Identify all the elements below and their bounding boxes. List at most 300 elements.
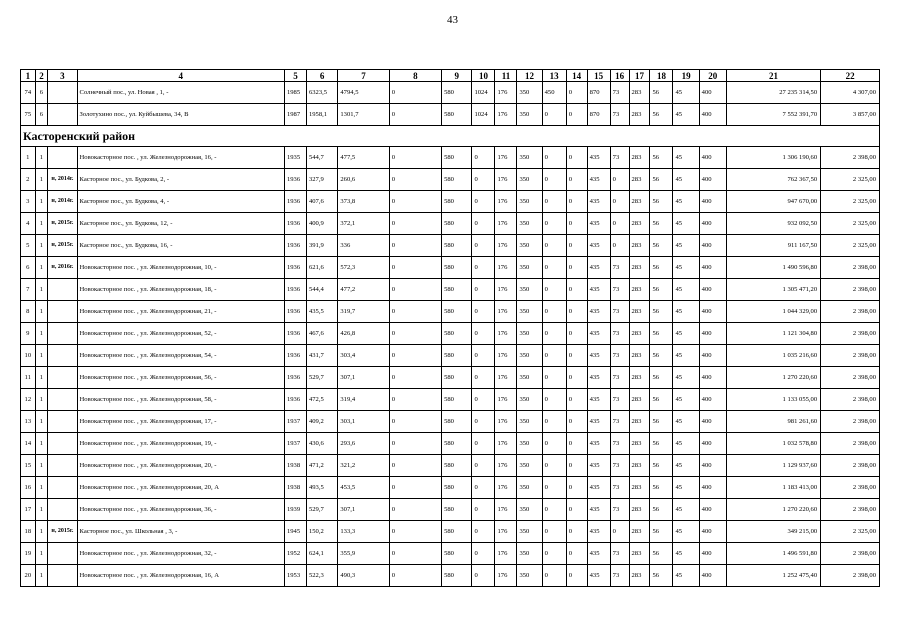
table-cell: 0: [472, 477, 495, 499]
address-cell: Касторное пос., ул. Будкова, 12, -: [77, 213, 284, 235]
table-cell: 56: [650, 257, 673, 279]
table-cell: 14: [21, 433, 36, 455]
table-cell: 260,6: [338, 169, 389, 191]
table-cell: 73: [610, 301, 629, 323]
column-header: 10: [472, 70, 495, 82]
table-cell: 283: [629, 455, 650, 477]
table-cell: 45: [673, 169, 699, 191]
table-cell: 0: [542, 235, 566, 257]
table-cell: 45: [673, 345, 699, 367]
note-cell: [48, 345, 77, 367]
table-cell: 435: [587, 213, 610, 235]
note-cell: н, 2015г.: [48, 213, 77, 235]
table-cell: 0: [542, 169, 566, 191]
table-cell: 350: [517, 301, 542, 323]
table-cell: 580: [442, 499, 472, 521]
table-cell: 0: [389, 367, 441, 389]
table-cell: 0: [472, 191, 495, 213]
table-cell: 624,1: [306, 543, 337, 565]
table-cell: 73: [610, 345, 629, 367]
address-cell: Касторное пос., ул. Школьная , 3, -: [77, 521, 284, 543]
table-cell: 911 167,50: [726, 235, 820, 257]
table-cell: 319,7: [338, 301, 389, 323]
table-cell: 1936: [284, 301, 306, 323]
table-cell: 477,2: [338, 279, 389, 301]
table-cell: 0: [542, 521, 566, 543]
table-cell: 283: [629, 477, 650, 499]
table-cell: 400: [699, 191, 726, 213]
table-cell: 0: [542, 213, 566, 235]
table-cell: 391,9: [306, 235, 337, 257]
table-cell: 11: [21, 367, 36, 389]
table-cell: 2 398,00: [821, 257, 880, 279]
table-cell: 0: [472, 455, 495, 477]
table-cell: 56: [650, 389, 673, 411]
table-cell: 0: [566, 169, 587, 191]
table-cell: 283: [629, 257, 650, 279]
table-cell: 45: [673, 389, 699, 411]
table-cell: 2 398,00: [821, 477, 880, 499]
table-cell: 18: [21, 521, 36, 543]
table-cell: 1: [35, 477, 48, 499]
table-cell: 0: [566, 213, 587, 235]
table-cell: 0: [389, 147, 441, 169]
table-cell: 0: [566, 345, 587, 367]
table-cell: 176: [495, 235, 517, 257]
table-cell: 0: [566, 455, 587, 477]
table-cell: 350: [517, 433, 542, 455]
table-cell: 176: [495, 565, 517, 587]
table-row: [21, 323, 880, 345]
note-cell: [48, 455, 77, 477]
table-row: [21, 565, 880, 587]
table-cell: 2 398,00: [821, 279, 880, 301]
table-cell: 0: [389, 433, 441, 455]
table-cell: 303,1: [338, 411, 389, 433]
table-cell: 283: [629, 104, 650, 126]
table-cell: 27 235 314,50: [726, 82, 820, 104]
table-row: [21, 169, 880, 191]
table-cell: 56: [650, 367, 673, 389]
table-cell: 1 252 475,40: [726, 565, 820, 587]
address-cell: Новокасторное пос. , ул. Железнодорожная, 54, -: [77, 345, 284, 367]
table-cell: 176: [495, 104, 517, 126]
table-cell: 1 305 471,20: [726, 279, 820, 301]
table-cell: 1958,1: [306, 104, 337, 126]
table-cell: 0: [389, 411, 441, 433]
table-cell: 426,8: [338, 323, 389, 345]
table-cell: 1936: [284, 191, 306, 213]
table-cell: 477,5: [338, 147, 389, 169]
table-cell: 0: [566, 477, 587, 499]
table-row: [21, 235, 880, 257]
table-row: [21, 345, 880, 367]
table-cell: 0: [389, 301, 441, 323]
table-cell: 572,3: [338, 257, 389, 279]
table-cell: 2 398,00: [821, 147, 880, 169]
table-cell: 435: [587, 455, 610, 477]
table-cell: 283: [629, 565, 650, 587]
table-cell: 336: [338, 235, 389, 257]
table-cell: 580: [442, 565, 472, 587]
table-cell: 580: [442, 455, 472, 477]
table-cell: 56: [650, 411, 673, 433]
table-cell: 321,2: [338, 455, 389, 477]
table-cell: 1936: [284, 235, 306, 257]
page-number: 43: [447, 14, 458, 26]
table-cell: 580: [442, 257, 472, 279]
address-cell: Новокасторное пос. , ул. Железнодорожная, 16, А: [77, 565, 284, 587]
table-cell: 73: [610, 147, 629, 169]
table-cell: 400: [699, 147, 726, 169]
column-header: 17: [629, 70, 650, 82]
table-cell: 1: [35, 411, 48, 433]
table-cell: 2 398,00: [821, 433, 880, 455]
table-cell: 947 670,00: [726, 191, 820, 213]
table-cell: 1936: [284, 389, 306, 411]
table-cell: 45: [673, 499, 699, 521]
table-cell: 283: [629, 301, 650, 323]
table-cell: 176: [495, 477, 517, 499]
table-cell: 544,7: [306, 147, 337, 169]
table-cell: 20: [21, 565, 36, 587]
note-cell: [48, 499, 77, 521]
address-cell: Новокасторное пос. , ул. Железнодорожная, 32, -: [77, 543, 284, 565]
table-cell: 56: [650, 323, 673, 345]
table-cell: 0: [566, 147, 587, 169]
table-cell: 544,4: [306, 279, 337, 301]
table-cell: 45: [673, 147, 699, 169]
table-cell: 1: [35, 323, 48, 345]
table-cell: 283: [629, 367, 650, 389]
table-cell: 1 121 304,80: [726, 323, 820, 345]
table-cell: 45: [673, 301, 699, 323]
table-cell: 73: [610, 367, 629, 389]
table-cell: 176: [495, 499, 517, 521]
table-cell: 621,6: [306, 257, 337, 279]
table-cell: 2 398,00: [821, 565, 880, 587]
table-cell: 350: [517, 499, 542, 521]
table-cell: 400: [699, 521, 726, 543]
table-cell: 580: [442, 279, 472, 301]
table-cell: 74: [21, 82, 36, 104]
note-cell: [48, 301, 77, 323]
column-header: 11: [495, 70, 517, 82]
table-cell: 350: [517, 521, 542, 543]
table-cell: 45: [673, 279, 699, 301]
table-cell: 4794,5: [338, 82, 389, 104]
table-cell: 0: [542, 301, 566, 323]
table-cell: 400: [699, 367, 726, 389]
address-cell: Новокасторное пос. , ул. Железнодорожная, 20, -: [77, 455, 284, 477]
table-cell: 0: [542, 323, 566, 345]
table-cell: 176: [495, 433, 517, 455]
table-cell: 580: [442, 169, 472, 191]
address-cell: Касторное пос., ул. Будкова, 4, -: [77, 191, 284, 213]
table-cell: 467,6: [306, 323, 337, 345]
address-cell: Новокасторное пос. , ул. Железнодорожная, 10, -: [77, 257, 284, 279]
table-row: [21, 477, 880, 499]
table-cell: 2 325,00: [821, 213, 880, 235]
table-cell: 73: [610, 543, 629, 565]
table-cell: 176: [495, 301, 517, 323]
table-cell: 1952: [284, 543, 306, 565]
table-cell: 2 398,00: [821, 301, 880, 323]
table-cell: 580: [442, 367, 472, 389]
column-header: 12: [517, 70, 542, 82]
address-cell: Новокасторное пос. , ул. Железнодорожная, 16, -: [77, 147, 284, 169]
address-cell: Новокасторное пос. , ул. Железнодорожная, 18, -: [77, 279, 284, 301]
table-cell: 1937: [284, 433, 306, 455]
table-cell: 350: [517, 345, 542, 367]
table-cell: 3: [21, 191, 36, 213]
address-cell: Касторное пос., ул. Будкова, 2, -: [77, 169, 284, 191]
table-cell: 2 398,00: [821, 499, 880, 521]
table-cell: 522,3: [306, 565, 337, 587]
table-cell: 350: [517, 235, 542, 257]
address-cell: Новокасторное пос. , ул. Железнодорожная, 58, -: [77, 389, 284, 411]
table-cell: 0: [566, 521, 587, 543]
table-cell: 56: [650, 279, 673, 301]
table-row: [21, 411, 880, 433]
table-row: [21, 191, 880, 213]
table-cell: 283: [629, 191, 650, 213]
table-cell: 580: [442, 477, 472, 499]
table-cell: 15: [21, 455, 36, 477]
table-cell: 580: [442, 323, 472, 345]
table-cell: 176: [495, 191, 517, 213]
table-cell: 176: [495, 345, 517, 367]
table-cell: 73: [610, 82, 629, 104]
table-cell: 1936: [284, 323, 306, 345]
table-cell: 1936: [284, 345, 306, 367]
table-row: [21, 279, 880, 301]
table-cell: 349 215,00: [726, 521, 820, 543]
table-cell: 303,4: [338, 345, 389, 367]
table-cell: 350: [517, 543, 542, 565]
table-cell: 1 129 937,60: [726, 455, 820, 477]
table-cell: 176: [495, 543, 517, 565]
table-cell: 176: [495, 257, 517, 279]
table-cell: 283: [629, 169, 650, 191]
table-cell: 56: [650, 213, 673, 235]
table-row: [21, 301, 880, 323]
table-cell: 1 035 216,60: [726, 345, 820, 367]
table-cell: 431,7: [306, 345, 337, 367]
table-cell: 0: [566, 279, 587, 301]
table-row: [21, 147, 880, 169]
table-cell: 400: [699, 499, 726, 521]
table-cell: 400: [699, 257, 726, 279]
table-cell: 0: [542, 455, 566, 477]
table-cell: 73: [610, 499, 629, 521]
section-title: Касторенский район: [21, 126, 880, 147]
table-cell: 176: [495, 367, 517, 389]
table-cell: 73: [610, 279, 629, 301]
table-cell: 0: [542, 411, 566, 433]
table-cell: 75: [21, 104, 36, 126]
table-cell: 6323,5: [306, 82, 337, 104]
table-cell: 56: [650, 235, 673, 257]
note-cell: н, 2015г.: [48, 235, 77, 257]
table-cell: 176: [495, 411, 517, 433]
table-cell: 56: [650, 169, 673, 191]
address-cell: Касторное пос., ул. Будкова, 16, -: [77, 235, 284, 257]
table-cell: 56: [650, 521, 673, 543]
table-cell: 1: [35, 147, 48, 169]
table-cell: 1: [35, 257, 48, 279]
table-cell: 0: [610, 235, 629, 257]
table-cell: 1 306 190,60: [726, 147, 820, 169]
table-cell: 450: [542, 82, 566, 104]
table-cell: 0: [566, 411, 587, 433]
table-cell: 580: [442, 389, 472, 411]
table-row: [21, 213, 880, 235]
table-cell: 435,5: [306, 301, 337, 323]
note-cell: [48, 104, 77, 126]
table-cell: 0: [389, 323, 441, 345]
table-cell: 400: [699, 323, 726, 345]
note-cell: н, 2016г.: [48, 257, 77, 279]
table-cell: 45: [673, 257, 699, 279]
table-cell: 0: [542, 389, 566, 411]
table-cell: 0: [472, 543, 495, 565]
table-cell: 56: [650, 147, 673, 169]
table-cell: 355,9: [338, 543, 389, 565]
table-cell: 435: [587, 257, 610, 279]
table-cell: 0: [542, 477, 566, 499]
table-cell: 400: [699, 279, 726, 301]
table-cell: 981 261,60: [726, 411, 820, 433]
table-cell: 580: [442, 301, 472, 323]
table-header: [21, 70, 880, 82]
address-cell: Солнечный пос., ул. Новая , 1, -: [77, 82, 284, 104]
table-cell: 435: [587, 323, 610, 345]
table-cell: 0: [472, 367, 495, 389]
table-cell: 932 092,50: [726, 213, 820, 235]
table-cell: 0: [566, 367, 587, 389]
table-cell: 10: [21, 345, 36, 367]
table-row: [21, 499, 880, 521]
table-cell: 435: [587, 433, 610, 455]
buildings-table: [20, 69, 880, 587]
table-cell: 5: [21, 235, 36, 257]
table-cell: 283: [629, 345, 650, 367]
section-row: [21, 126, 880, 147]
table-row: [21, 367, 880, 389]
table-cell: 45: [673, 565, 699, 587]
table-cell: 176: [495, 521, 517, 543]
address-cell: Новокасторное пос. , ул. Железнодорожная, 36, -: [77, 499, 284, 521]
table-cell: 0: [472, 301, 495, 323]
table-cell: 176: [495, 82, 517, 104]
table-cell: 73: [610, 455, 629, 477]
note-cell: [48, 433, 77, 455]
table-cell: 283: [629, 279, 650, 301]
table-cell: 0: [566, 543, 587, 565]
table-body: [21, 82, 880, 587]
table-cell: 1936: [284, 279, 306, 301]
table-cell: 0: [472, 345, 495, 367]
table-cell: 435: [587, 499, 610, 521]
note-cell: [48, 477, 77, 499]
note-cell: [48, 323, 77, 345]
table-cell: 45: [673, 411, 699, 433]
table-cell: 2 398,00: [821, 367, 880, 389]
address-cell: Новокасторное пос. , ул. Железнодорожная, 19, -: [77, 433, 284, 455]
table-cell: 176: [495, 323, 517, 345]
table-cell: 529,7: [306, 499, 337, 521]
table-cell: 0: [389, 543, 441, 565]
table-cell: 0: [542, 543, 566, 565]
table-cell: 56: [650, 543, 673, 565]
table-cell: 2 325,00: [821, 235, 880, 257]
table-cell: 0: [472, 565, 495, 587]
table-cell: 580: [442, 433, 472, 455]
table-cell: 0: [542, 345, 566, 367]
column-header: 14: [566, 70, 587, 82]
column-header: 19: [673, 70, 699, 82]
table-cell: 580: [442, 104, 472, 126]
table-cell: 45: [673, 323, 699, 345]
table-cell: 435: [587, 411, 610, 433]
table-cell: 1953: [284, 565, 306, 587]
table-cell: 45: [673, 543, 699, 565]
table-cell: 762 367,50: [726, 169, 820, 191]
address-cell: Новокасторное пос. , ул. Железнодорожная, 52, -: [77, 323, 284, 345]
table-cell: 350: [517, 147, 542, 169]
column-header: 16: [610, 70, 629, 82]
table-cell: 400: [699, 345, 726, 367]
table-cell: 45: [673, 521, 699, 543]
table-cell: 0: [472, 411, 495, 433]
table-cell: 150,2: [306, 521, 337, 543]
note-cell: [48, 389, 77, 411]
table-cell: 2 398,00: [821, 323, 880, 345]
table-cell: 435: [587, 477, 610, 499]
table-cell: 45: [673, 455, 699, 477]
address-cell: Новокасторное пос. , ул. Железнодорожная, 20, А: [77, 477, 284, 499]
table-row: [21, 543, 880, 565]
table-cell: 1 270 220,60: [726, 499, 820, 521]
table-cell: 327,9: [306, 169, 337, 191]
table-row: [21, 104, 880, 126]
table-cell: 1: [35, 433, 48, 455]
table-cell: 1: [35, 301, 48, 323]
table-cell: 870: [587, 82, 610, 104]
table-cell: 1: [35, 191, 48, 213]
table-cell: 1: [21, 147, 36, 169]
table-cell: 453,5: [338, 477, 389, 499]
table-cell: 0: [389, 191, 441, 213]
table-cell: 435: [587, 279, 610, 301]
column-header: 2: [35, 70, 48, 82]
table-cell: 56: [650, 345, 673, 367]
table-cell: 1938: [284, 455, 306, 477]
table-cell: 1301,7: [338, 104, 389, 126]
table-cell: 350: [517, 565, 542, 587]
table-cell: 307,1: [338, 367, 389, 389]
table-cell: 350: [517, 279, 542, 301]
table-cell: 4: [21, 213, 36, 235]
table-cell: 1 496 591,80: [726, 543, 820, 565]
table-cell: 0: [610, 521, 629, 543]
column-header: 13: [542, 70, 566, 82]
table-cell: 0: [566, 82, 587, 104]
table-cell: 0: [389, 235, 441, 257]
table-cell: 1 032 578,80: [726, 433, 820, 455]
table-cell: 283: [629, 82, 650, 104]
